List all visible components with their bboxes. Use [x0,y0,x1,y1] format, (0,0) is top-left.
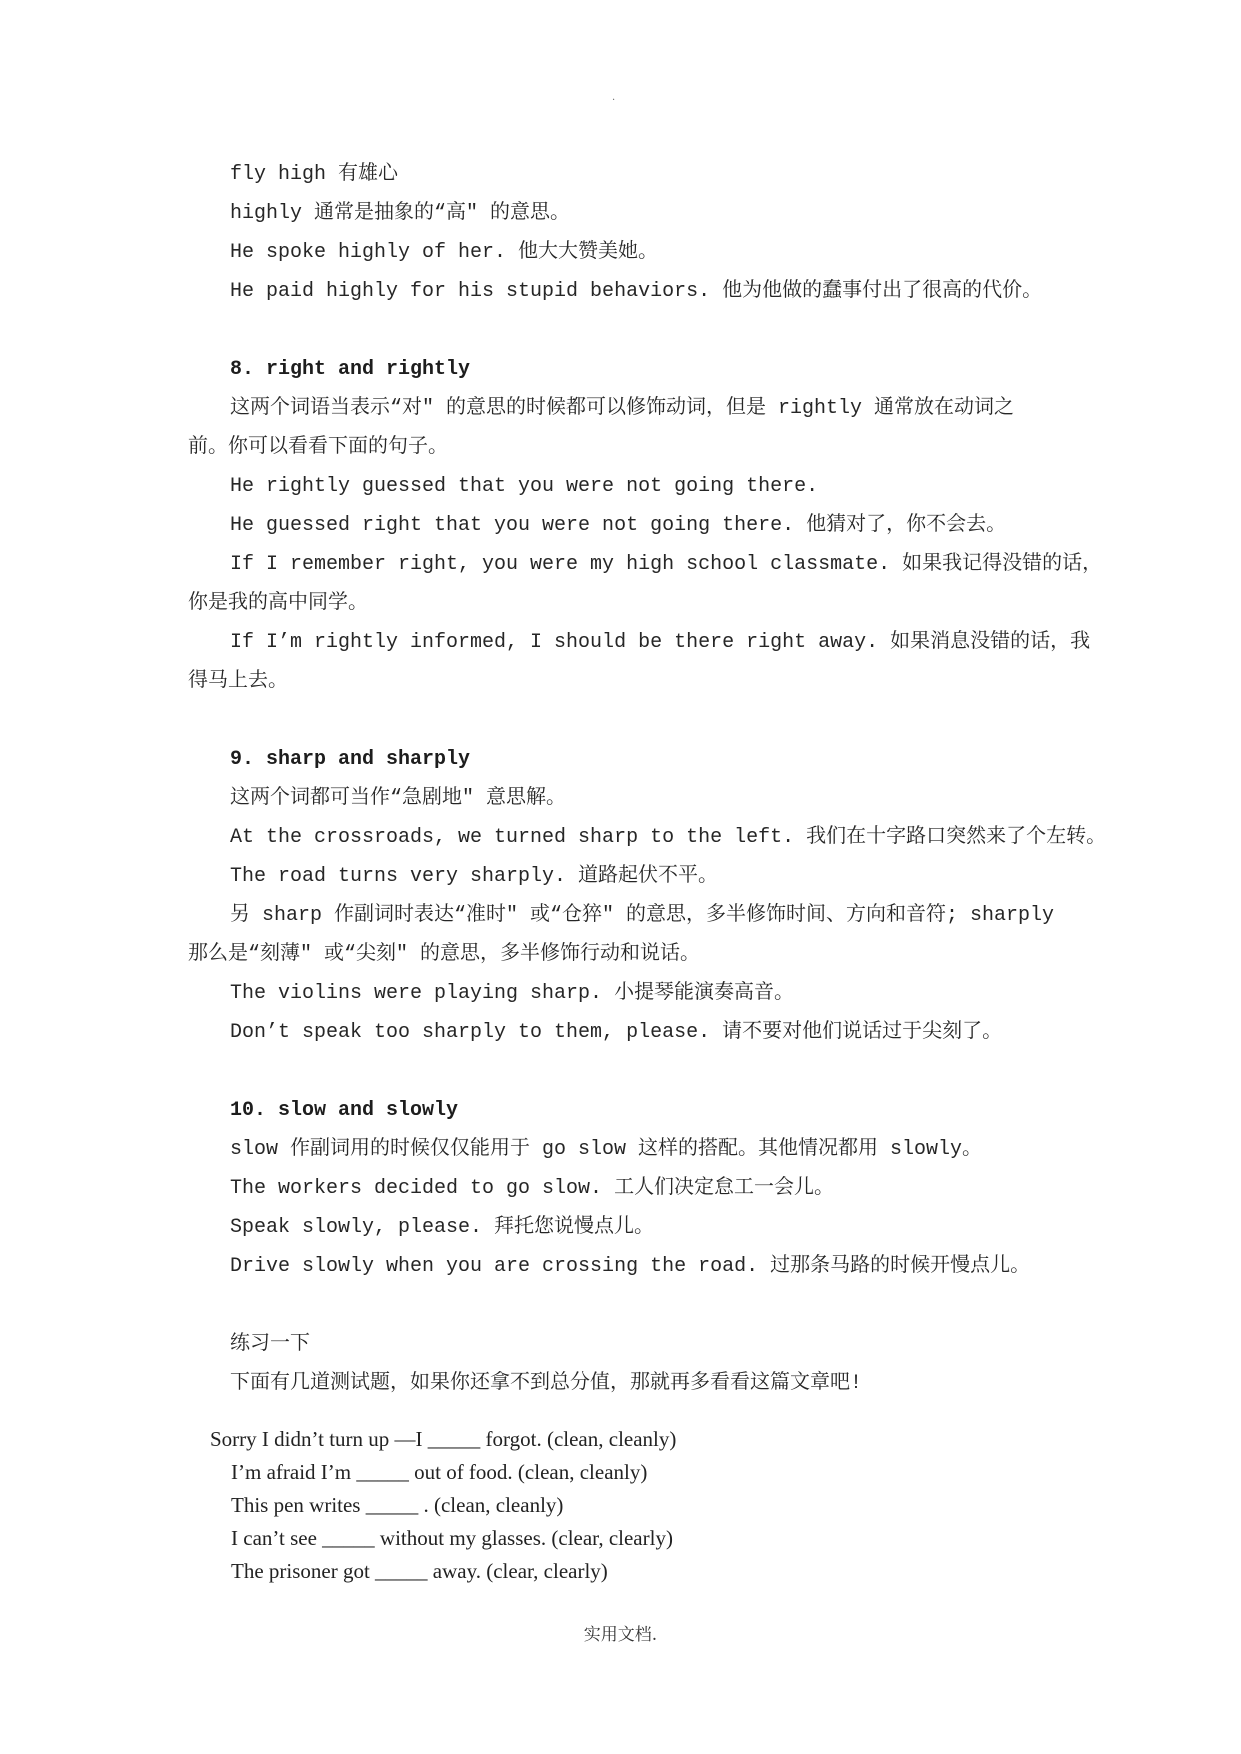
spacer [188,1052,1078,1091]
section-sharp-sharply [188,740,1107,1052]
section-heading: 9. sharp and sharply [230,748,471,771]
text-line: fly high 有雄心 [230,163,399,186]
quiz-list [188,1423,1078,1588]
section-right-rightly [188,350,1103,701]
text-line: highly 通常是抽象的“高″ 的意思。 [230,202,571,225]
page-footer: 实用文档. [583,1625,658,1645]
section-slow-slowly [188,1091,1078,1286]
text-line: Don’t speak too sharply to them, please. 请不要对他们说话过于尖刻了。 [230,1021,1003,1044]
text-line: 得马上去。 [188,670,288,693]
quiz-item: This pen writes _____ . (clean, cleanly) [231,1493,564,1517]
quiz-item: Sorry I didn’t turn up —I _____ forgot. (clean, cleanly) [210,1427,677,1451]
text-line: Speak slowly, please. 拜托您说慢点儿。 [230,1216,655,1239]
text-line: If I remember right, you were my high school classmate. 如果我记得没错的话， [230,553,1103,576]
text-line: 前。你可以看看下面的句子。 [188,436,448,459]
practice-title: 练习一下 [230,1333,310,1356]
header-mark: . [612,92,616,103]
text-line: The violins were playing sharp. 小提琴能演奏高音。 [230,982,795,1005]
text-line: He guessed right that you were not going there. 他猜对了，你不会去。 [230,514,1007,537]
text-line: The road turns very sharply. 道路起伏不平。 [230,865,719,888]
text-line: 这两个词都可当作“急剧地″ 意思解。 [230,787,567,810]
text-line: The workers decided to go slow. 工人们决定怠工一会儿。 [230,1177,835,1200]
section-heading: 10. slow and slowly [230,1099,459,1122]
spacer [188,701,1078,740]
spacer [188,1286,1078,1325]
text-line: At the crossroads, we turned sharp to the left. 我们在十字路口突然来了个左转。 [230,826,1107,849]
text-line: He spoke highly of her. 他大大赞美她。 [230,241,659,264]
text-line: 另 sharp 作副词时表达“准时″ 或“仓猝″ 的意思，多半修饰时间、方向和音符; sharply [230,904,1055,927]
text-line: 你是我的高中同学。 [188,592,368,615]
section-heading: 8. right and rightly [230,358,471,381]
text-line: 那么是“刻薄″ 或“尖刻″ 的意思，多半修饰行动和说话。 [188,943,701,966]
document-body [188,155,1107,1588]
text-line: He paid highly for his stupid behaviors. 他为他做的蠢事付出了很高的代价。 [230,280,1043,303]
text-line: 这两个词语当表示“对″ 的意思的时候都可以修饰动词，但是 rightly 通常放在动词之 [230,397,1015,420]
quiz-item: I can’t see _____ without my glasses. (clear, clearly) [231,1526,673,1550]
quiz-item: I’m afraid I’m _____ out of food. (clean, cleanly) [231,1460,648,1484]
text-line: Drive slowly when you are crossing the road. 过那条马路的时候开慢点儿。 [230,1255,1031,1278]
spacer [188,311,1078,350]
section-highly [188,155,1078,311]
text-line: If I’m rightly informed, I should be there right away. 如果消息没错的话，我 [230,631,1091,654]
text-line: He rightly guessed that you were not going there. [230,475,819,498]
practice-intro: 下面有几道测试题，如果你还拿不到总分值，那就再多看看这篇文章吧! [230,1372,863,1395]
quiz-item: The prisoner got _____ away. (clear, clearly) [231,1559,608,1583]
text-line: slow 作副词用的时候仅仅能用于 go slow 这样的搭配。其他情况都用 slowly。 [230,1138,983,1161]
section-practice [188,1325,1078,1403]
